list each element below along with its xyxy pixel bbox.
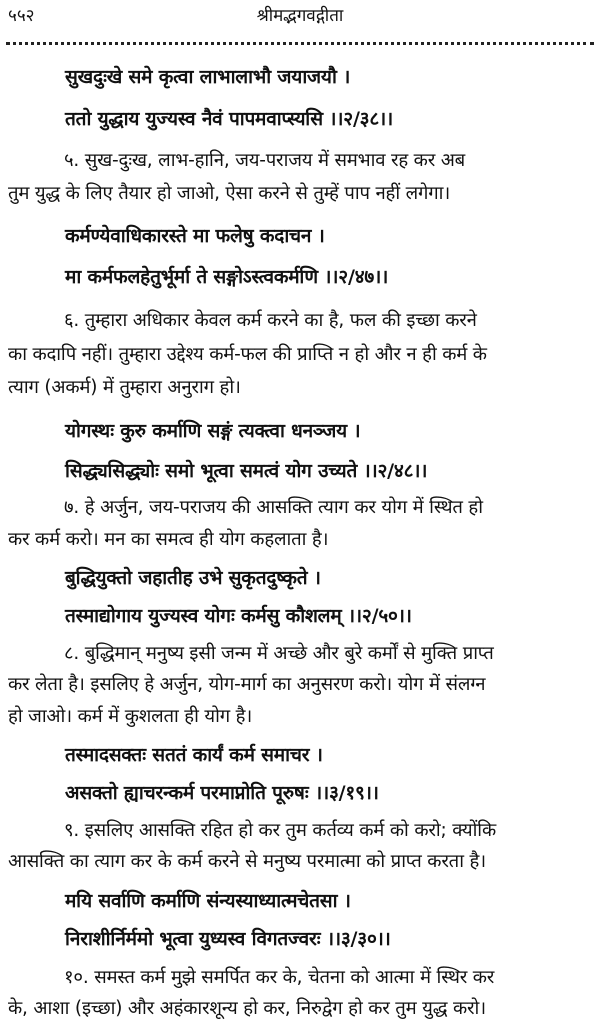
paragraph-line: हो जाओ। कर्म में कुशलता ही योग है।	[8, 706, 253, 727]
verse-line: असक्तो ह्याचरन्कर्म परमाप्नोति पूरुषः ।।३/१९।।	[65, 782, 379, 804]
verse-line: सिद्ध्यसिद्ध्योः समो भूत्वा समत्वं योग उच्यते ।।२/४८।।	[65, 460, 428, 482]
paragraph-line: का कदापि नहीं। तुम्हारा उद्देश्य कर्म-फल की प्राप्ति न हो और न ही कर्म के	[8, 344, 487, 365]
verse-line: योगस्थः कुरु कर्माणि सङ्गं त्यक्त्वा धनञ्जय ।	[65, 420, 361, 442]
verse-line: मयि सर्वाणि कर्माणि संन्यस्याध्यात्मचेतसा ।	[65, 890, 351, 912]
verse-line: निराशीर्निर्ममो भूत्वा युध्यस्व विगतज्वरः ।।३/३०।।	[65, 928, 391, 950]
paragraph-line: आसक्ति का त्याग कर के कर्म करने से मनुष्य परमात्मा को प्राप्त करता है।	[8, 851, 486, 872]
verse-line: सुखदुःखे समे कृत्वा लाभालाभौ जयाजयौ ।	[65, 66, 351, 88]
paragraph-line: ७. हे अर्जुन, जय-पराजय की आसक्ति त्याग कर योग में स्थित हो	[64, 497, 483, 518]
paragraph-line: के, आशा (इच्छा) और अहंकारशून्य हो कर, निरुद्वेग हो कर तुम युद्ध करो।	[8, 998, 486, 1019]
dotted-divider	[6, 42, 594, 45]
page-header	[0, 0, 600, 40]
paragraph-line: त्याग (अकर्म) में तुम्हारा अनुराग हो।	[8, 377, 241, 398]
verse-line: तस्मादसक्तः सततं कार्यं कर्म समाचर ।	[65, 744, 323, 766]
verse-line: ततो युद्धाय युज्यस्व नैवं पापमवाप्स्यसि ।।२/३८।।	[65, 108, 394, 130]
paragraph-line: कर कर्म करो। मन का समत्व ही योग कहलाता है।	[8, 529, 329, 550]
page-number: ५५२	[8, 6, 35, 26]
paragraph-line: ९. इसलिए आसक्ति रहित हो कर तुम कर्तव्य कर्म को करो; क्योंकि	[64, 820, 497, 841]
paragraph-line: १०. समस्त कर्म मुझे समर्पित कर के, चेतना को आत्मा में स्थिर कर	[64, 967, 495, 988]
verse-line: कर्मण्येवाधिकारस्ते मा फलेषु कदाचन ।	[65, 225, 325, 247]
running-title: श्रीमद्भगवद्गीता	[256, 6, 344, 26]
verse-line: तस्माद्योगाय युज्यस्व योगः कर्मसु कौशलम् ।।२/५०।।	[65, 605, 412, 627]
paragraph-line: कर लेता है। इसलिए हे अर्जुन, योग-मार्ग का अनुसरण करो। योग में संलग्न	[8, 674, 486, 695]
verse-line: मा कर्मफलहेतुर्भूर्मा ते सङ्गोऽस्त्वकर्मणि ।।२/४७।।	[65, 266, 389, 288]
verse-line: बुद्धियुक्तो जहातीह उभे सुकृतदुष्कृते ।	[65, 567, 321, 589]
paragraph-line: तुम युद्ध के लिए तैयार हो जाओ, ऐसा करने से तुम्हें पाप नहीं लगेगा।	[8, 183, 451, 204]
paragraph-line: ५. सुख-दुःख, लाभ-हानि, जय-पराजय में समभाव रह कर अब	[64, 150, 466, 171]
paragraph-line: ६. तुम्हारा अधिकार केवल कर्म करने का है, फल की इच्छा करने	[64, 310, 477, 331]
paragraph-line: ८. बुद्धिमान् मनुष्य इसी जन्म में अच्छे और बुरे कर्मों से मुक्ति प्राप्त	[64, 643, 494, 664]
